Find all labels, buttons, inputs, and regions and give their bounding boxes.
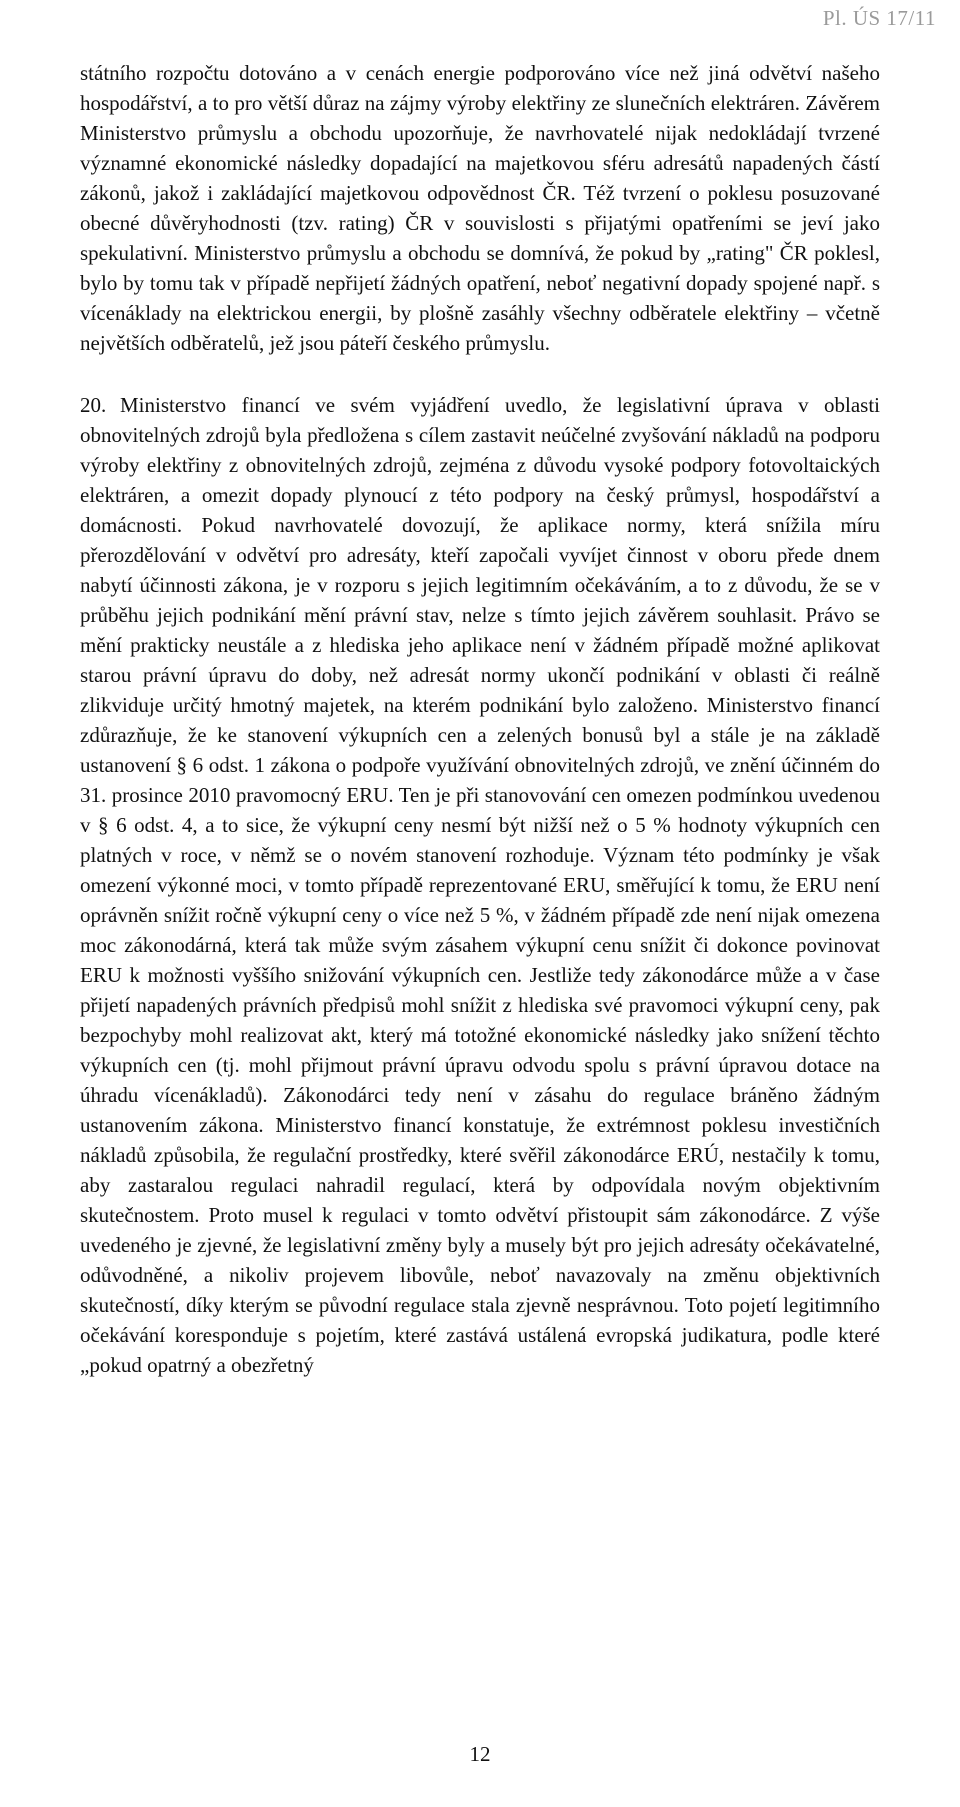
running-header-reference: Pl. ÚS 17/11 — [822, 6, 936, 30]
paragraph-20-text: Ministerstvo financí ve svém vyjádření uvedlo, že legislativní úprava v oblasti obnovitelných zdrojů byla předložena s cílem zastavit neúčelné zvyšování nákladů na podporu výroby elektřiny z obnovitelných zdrojů, zejména z důvodu vysoké podpory fotovoltaických elektráren, a omezit dopady plynoucí z této podpory na český průmysl, hospodářství a domácnosti. Pokud navrhovatelé dovozují, že aplikace normy, která snížila míru přerozdělování v odvětví pro adresáty, kteří započali vyvíjet činnost v oboru přede dnem nabytí účinnosti zákona, je v rozporu s jejich legitimním očekáváním, a to z důvodu, že se v průběhu jejich podnikání mění právní stav, nelze s tímto jejich závěrem souhlasit. Právo se mění prakticky neustále a z hlediska jeho aplikace není v žádném případě možné aplikovat starou právní úpravu do doby, než adresát normy ukončí podnikání v oblasti či reálně zlikviduje určitý hmotný majetek, na kterém podnikání bylo založeno. Ministerstvo financí zdůrazňuje, že ke stanovení výkupních cen a zelených bonusů byl a stále je na základě ustanovení § 6 odst. 1 zákona o podpoře využívání obnovitelných zdrojů, ve znění účinném do 31. prosince 2010 pravomocný ERU. Ten je při stanovování cen omezen podmínkou uvedenou v § 6 odst. 4, a to sice, že výkupní ceny nesmí být nižší než o 5 % hodnoty výkupních cen platných v roce, v němž se o novém stanovení rozhoduje. Význam této podmínky je však omezení výkonné moci, v tomto případě reprezentované ERU, směřující k tomu, že ERU není oprávněn snížit ročně výkupní ceny o více než 5 %, v žádném případě zde není nijak omezena moc zákonodárná, která tak může svým zásahem výkupní cenu snížit či dokonce povinovat ERU k možnosti vyššího snižování výkupních cen. Jestliže tedy zákonodárce může a v čase přijetí napadených právních předpisů mohl snížit z hlediska své pravomoci výkupní ceny, pak bezpochyby mohl realizovat akt, který má totožné ekonomické následky jako snížení těchto výkupních cen (tj. mohl přijmout právní úpravu odvodu spolu s právní úpravou dotace na úhradu vícenákladů). Zákonodárci tedy není v zásahu do regulace bráněno žádným ustanovením zákona. Ministerstvo financí konstatuje, že extrémnost poklesu investičních nákladů způsobila, že regulační prostředky, které svěřil zákonodárce ERÚ, nestačily k tomu, aby zastaralou regulaci nahradil regulací, která by odpovídala novým objektivním skutečnostem. Proto musel k regulaci v tomto odvětví přistoupit sám zákonodárce. Z výše uvedeného je zjevné, že legislativní změny byly a musely být pro jejich adresáty očekávatelné, odůvodněné, a nikoliv projevem libovůle, neboť navazovaly na změnu objektivních skutečností, díky kterým se původní regulace stala zjevně nesprávnou. Toto pojetí legitimního očekávání koresponduje s pojetím, které zastává ustálená evropská judikatura, podle které „pokud opatrný a obezřetný — [80, 393, 880, 1377]
page-number: 12 — [469, 1742, 491, 1766]
paragraph-continuation: státního rozpočtu dotováno a v cenách energie podporováno více než jiná odvětví našeho hospodářství, a to pro větší důraz na zájmy výroby elektřiny ze slunečních elektráren. Závěrem Ministerstvo průmyslu a obchodu upozorňuje, že navrhovatelé nijak nedokládají tvrzené významné ekonomické následky dopadající na majetkovou sféru adresátů napadených částí zákonů, jakož i zakládající majetkovou odpovědnost ČR. Též tvrzení o poklesu posuzované obecné důvěryhodnosti (tzv. rating) ČR v souvislosti s přijatými opatřeními se jeví jako spekulativní. Ministerstvo průmyslu a obchodu se domnívá, že pokud by „rating" ČR poklesl, bylo by tomu tak v případě nepřijetí žádných opatření, neboť negativní dopady spojené např. s vícenáklady na elektrickou energii, by plošně zasáhly všechny odběratele elektřiny – včetně největších odběratelů, jež jsou páteří českého průmyslu. — [80, 61, 880, 355]
document-body — [80, 58, 880, 1380]
paragraph-number: 20. — [80, 393, 107, 417]
numbered-paragraph-20 — [80, 390, 880, 1380]
